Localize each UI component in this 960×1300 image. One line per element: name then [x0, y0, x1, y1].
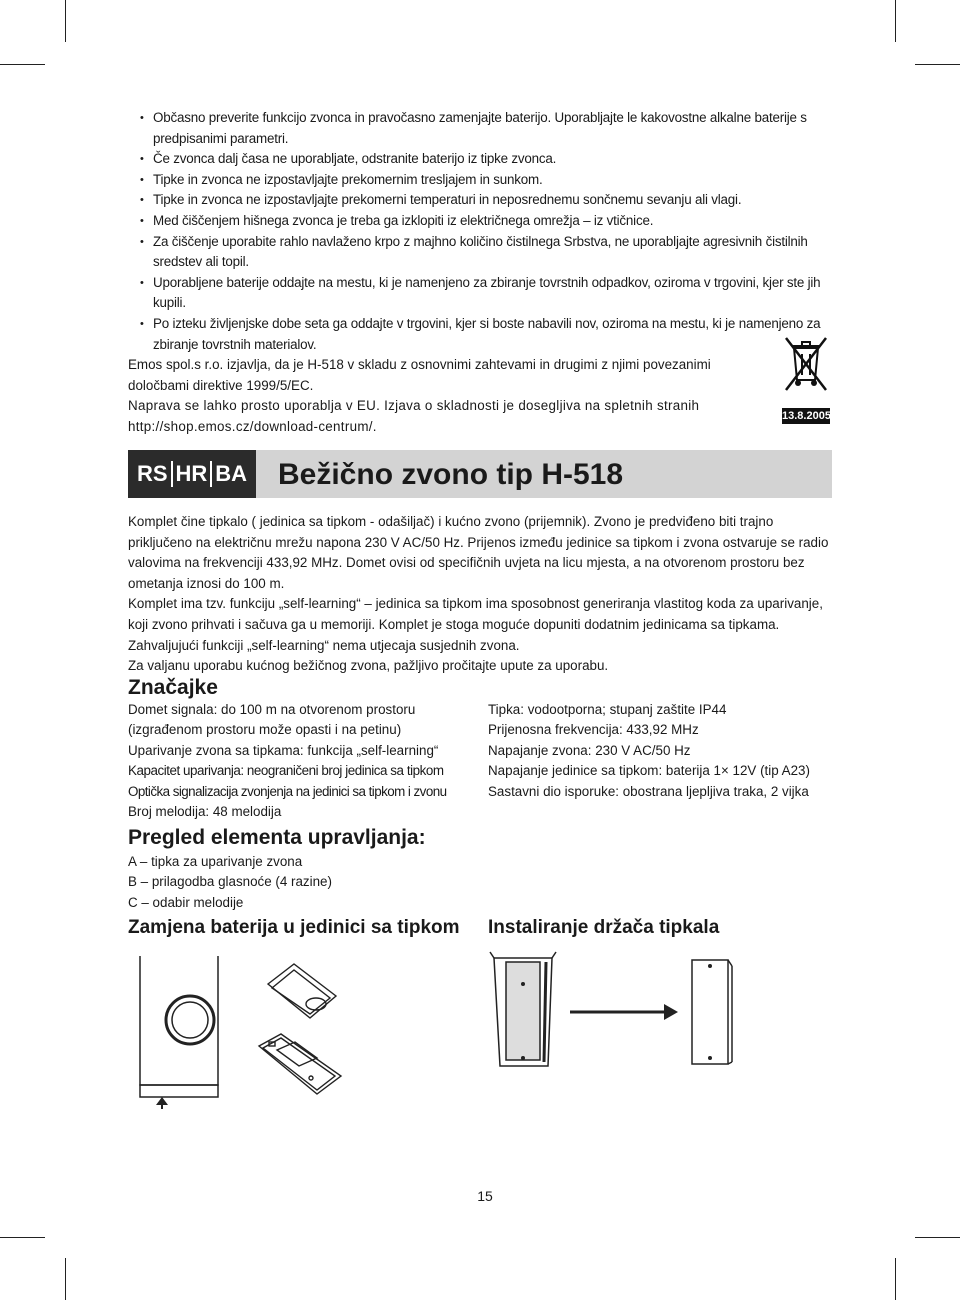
features-heading: Značajke [128, 676, 218, 699]
holder-installation-heading: Instaliranje držača tipkala [488, 917, 720, 938]
lang-code-ba: BA [215, 461, 248, 486]
battery-replacement-heading: Zamjena baterija u jedinici sa tipkom [128, 917, 460, 938]
arrow-right-icon [568, 1002, 680, 1022]
page-number: 15 [477, 1188, 493, 1204]
list-item: • Med čiščenjem hišnega zvonca je treba ga izklopiti iz električnega omrežja – iz vtičnice. [140, 211, 832, 232]
feature-line: Kapacitet uparivanja: neograničeni broj jedinica sa tipkom [128, 763, 444, 779]
declaration-of-conformity [128, 355, 768, 437]
feature-line: Domet signala: do 100 m na otvorenom prostoru [128, 702, 416, 717]
page-title: Bežično zvono tip H-518 [278, 458, 624, 491]
feature-line: Prijenosna frekvencija: 433,92 MHz [488, 722, 699, 738]
crop-mark-right-bottom [915, 1237, 960, 1238]
crossed-out-wheelie-bin-icon [782, 334, 830, 396]
empty-holder-illustration [688, 956, 734, 1068]
safety-bullet-list [140, 108, 832, 355]
crop-mark-right-top [915, 64, 960, 65]
list-item: • Tipke in zvonca ne izpostavljajte prekomernim tresljajem in sunkom. [140, 170, 832, 191]
features-right-column [488, 700, 838, 802]
control-item: C – odabir melodije [128, 894, 244, 910]
list-item: • Po izteku življenjske dobe seta ga oddajte v trgovini, kjer si boste nabavili nov, oziroma na mestu, ki je namenjeno za zbiranje tovrstnih materialov. [140, 314, 832, 355]
feature-line: Tipka: vodootporna; stupanj zaštite IP44 [488, 702, 727, 717]
list-item: • Če zvonca dalj časa ne uporabljate, odstranite baterijo iz tipke zvonca. [140, 149, 832, 170]
crop-mark-bottom-left [65, 1258, 66, 1300]
intro-paragraph: Komplet ima tzv. funkciju „self-learning“ – jedinica sa tipkom ima sposobnost generiranja vlastitog koda za uparivanje, koji zvono prihvati i sačuva ga u memoriji. Komplet je stoga moguće dopuniti dodatnim jedinicama sa tipkama. [128, 596, 823, 632]
feature-line: Broj melodija: 48 melodija [128, 804, 282, 820]
lang-divider [210, 461, 212, 487]
declaration-text: Emos spol.s r.o. izjavlja, da je H-518 v skladu z osnovnimi zahtevami in drugimi z njimi povezanimi določbami direktive 1999/5/EC. [128, 357, 711, 393]
feature-line: Optička signalizacija zvonjenja na jedinici sa tipkom i zvonu [128, 783, 447, 799]
feature-line: Uparivanje zvona sa tipkama: funkcija „self-learning“ [128, 742, 439, 758]
intro-paragraph: Zahvaljujući funkciji „self-learning“ nema utjecaja susjednih zvona. [128, 637, 520, 653]
language-codes [128, 450, 256, 498]
lang-divider [171, 461, 173, 487]
control-item: B – prilagodba glasnoće (4 razine) [128, 874, 332, 890]
intro-paragraph: Za valjanu uporabu kućnog bežičnog zvona, pažljivo pročitajte upute za uporabu. [128, 658, 609, 674]
feature-line: (izgrađenom prostoru može opasti i na petinu) [128, 722, 402, 738]
controls-list [128, 852, 332, 913]
lang-code-hr: HR [175, 461, 208, 486]
list-item: • Za čiščenje uporabite rahlo navlaženo krpo z majhno količino čistilnega Srbstva, ne uporabljajte agresivnih čistilnih sredstev ali topil. [140, 232, 832, 273]
battery-compartment-illustration [255, 1032, 345, 1102]
list-item: • Občasno preverite funkcijo zvonca in pravočasno zamenjajte baterijo. Uporabljajte le kakovostne alkalne baterije s predpisanimi parametri. [140, 108, 832, 149]
button-in-holder-illustration [488, 948, 560, 1070]
weee-date-badge: 13.8.2005 [782, 410, 831, 422]
crop-mark-left-bottom [0, 1237, 45, 1238]
intro-paragraph: Komplet čine tipkalo ( jedinica sa tipkom - odašiljač) i kućno zvono (prijemnik). Zvono je predviđeno biti trajno priključeno na električnu mrežu napona 230 V AC/50 Hz. Prijenos između jedinice sa tipkom i zvona ostvaruje se radio valovima na frekvenciji 433,92 MHz. Domet ovisi od specifičnih uvjeta na licu mjesta, a na otvorenom prostoru bez ometanja iznosi do 100 m. [128, 514, 829, 591]
list-item: • Tipke in zvonca ne izpostavljajte prekomerni temperaturi in neposrednemu sončnemu sevanju ali vlagi. [140, 190, 832, 211]
crop-mark-top-right [895, 0, 896, 42]
feature-line: Napajanje jedinice sa tipkom: baterija 1× 12V (tip A23) [488, 763, 810, 779]
feature-line: Sastavni dio isporuke: obostrana ljepljiva traka, 2 vijka [488, 783, 809, 799]
intro-text [128, 512, 832, 677]
crop-mark-top-left [65, 0, 66, 42]
section-banner [128, 450, 832, 498]
battery-cover-illustration [262, 960, 342, 1030]
control-item: A – tipka za uparivanje zvona [128, 854, 303, 869]
features-left-column [128, 700, 478, 822]
feature-line: Napajanje zvona: 230 V AC/50 Hz [488, 742, 691, 758]
list-item: • Uporabljene baterije oddajte na mestu, ki je namenjeno za zbiranje tovrstnih odpadkov, oziroma v trgovini, kjer ste jih kupili. [140, 273, 832, 314]
controls-heading: Pregled elementa upravljanja: [128, 826, 426, 849]
declaration-eu-text: Naprava se lahko prosto uporablja v EU. Izjava o skladnosti je dosegljiva na spletnih stranih http://shop.emos.cz/download-centrum/. [128, 398, 700, 434]
push-button-unit-illustration [128, 955, 230, 1110]
lang-code-rs: RS [136, 461, 168, 486]
crop-mark-left-top [0, 64, 45, 65]
crop-mark-bottom-right [895, 1258, 896, 1300]
